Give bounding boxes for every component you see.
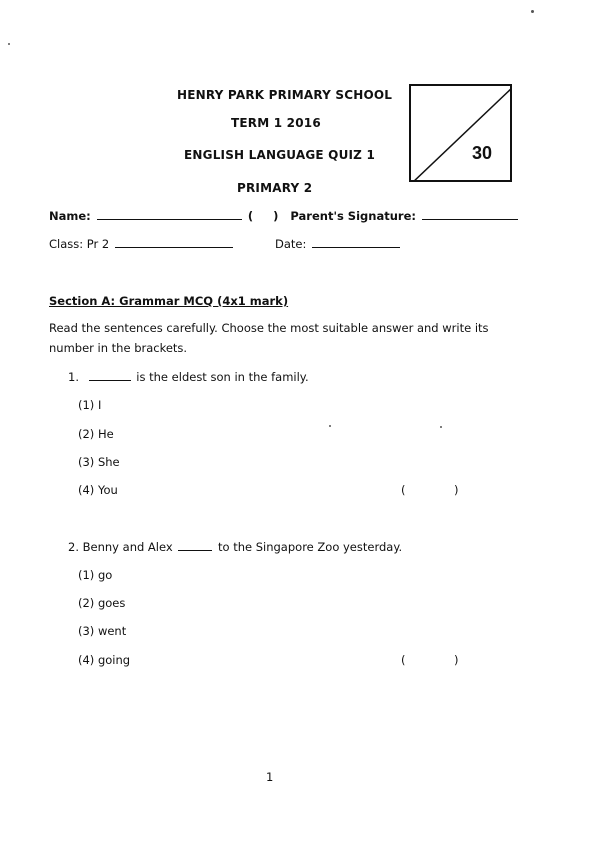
score-total: 30	[471, 143, 492, 163]
scan-speck	[440, 426, 442, 428]
question-1-number: 1.	[68, 370, 79, 384]
question-2-answer-bracket-close: )	[454, 653, 459, 667]
quiz-title: ENGLISH LANGUAGE QUIZ 1	[184, 148, 376, 162]
score-diagonal	[411, 86, 512, 182]
question-2-text-after: to the Singapore Zoo yesterday.	[218, 540, 403, 554]
register-paren-close: )	[273, 209, 279, 223]
question-2-answer-bracket-open[interactable]: (	[401, 653, 406, 667]
name-label: Name:	[49, 209, 91, 223]
question-2-option-4: (4) going	[78, 653, 131, 667]
register-paren-open: (	[247, 209, 254, 223]
class-label: Class: Pr 2	[49, 237, 110, 251]
question-1-option-4: (4) You	[78, 483, 118, 497]
page-number: 1	[266, 770, 274, 784]
section-title: Section A: Grammar MCQ (4x1 mark)	[49, 294, 289, 308]
signature-label: Parent's Signature:	[290, 209, 416, 223]
scan-speck	[329, 425, 331, 427]
question-2-number: 2.	[68, 540, 79, 554]
question-1-answer-bracket-close: )	[454, 483, 459, 497]
signature-line[interactable]	[422, 218, 518, 220]
question-2-option-1: (1) go	[78, 568, 113, 582]
date-line[interactable]	[312, 246, 400, 248]
question-1	[68, 370, 309, 384]
class-field	[49, 237, 235, 251]
question-2-option-2: (2) goes	[78, 596, 126, 610]
question-1-blank	[89, 379, 131, 381]
term-label: TERM 1 2016	[231, 116, 321, 130]
question-1-answer-bracket-open[interactable]: (	[401, 483, 406, 497]
name-line[interactable]	[97, 218, 242, 220]
scan-speck	[531, 10, 534, 13]
question-2-blank	[178, 549, 212, 551]
question-2-text-before: Benny and Alex	[82, 540, 173, 554]
question-1-text: is the eldest son in the family.	[136, 370, 309, 384]
date-field	[275, 237, 402, 251]
question-1-option-1: (1) I	[78, 398, 102, 412]
question-2	[68, 540, 402, 554]
class-line[interactable]	[115, 246, 233, 248]
section-instruction-line2: number in the brackets.	[49, 341, 188, 355]
level-label: PRIMARY 2	[237, 181, 313, 195]
question-1-option-2: (2) He	[78, 427, 114, 441]
name-field	[49, 209, 520, 223]
question-2-option-3: (3) went	[78, 624, 127, 638]
date-label: Date:	[275, 237, 307, 251]
scan-speck	[8, 43, 10, 45]
question-1-option-3: (3) She	[78, 455, 120, 469]
section-instruction-line1: Read the sentences carefully. Choose the most suitable answer and write its	[49, 321, 489, 335]
score-box	[409, 84, 512, 182]
school-name: HENRY PARK PRIMARY SCHOOL	[177, 88, 393, 102]
